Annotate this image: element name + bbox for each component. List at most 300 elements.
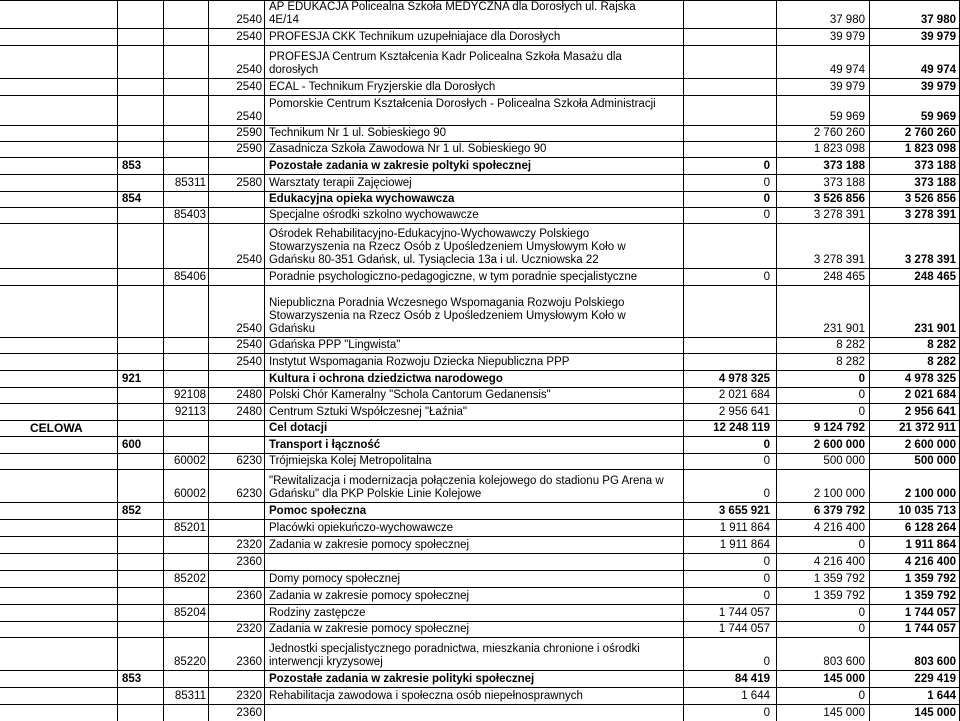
table-row: [0, 637, 960, 670]
table-row: [0, 420, 960, 436]
total-cell: 4 216 400: [870, 554, 960, 570]
total-cell: 1 744 057: [870, 622, 960, 637]
dzial-cell: [118, 388, 164, 403]
dzial-cell: [118, 421, 164, 436]
amount-1-cell: [684, 338, 777, 353]
amount-2-cell: 373 188: [777, 175, 870, 191]
paragraf-cell: 2540: [209, 224, 265, 268]
paragraf-cell: 2320: [209, 688, 265, 704]
rozdzial-cell: [164, 437, 209, 453]
total-cell: 1 911 864: [870, 537, 960, 553]
table-row: [0, 157, 960, 174]
table-row: [0, 28, 960, 45]
amount-1-cell: [684, 142, 777, 157]
amount-2-cell: 1 359 792: [777, 571, 870, 587]
paragraf-cell: 2360: [209, 554, 265, 570]
dzial-cell: 600: [118, 437, 164, 453]
paragraf-cell: [209, 571, 265, 587]
total-cell: 21 372 911: [870, 421, 960, 436]
section-type: [0, 29, 118, 45]
total-cell: 373 188: [870, 158, 960, 174]
description-cell: [265, 46, 684, 78]
amount-2-cell: 37 980: [777, 1, 870, 28]
section-type: [0, 1, 118, 28]
amount-1-cell: 1 911 864: [684, 520, 777, 536]
dzial-cell: [118, 1, 164, 28]
paragraf-cell: [209, 520, 265, 536]
paragraf-cell: 6230: [209, 470, 265, 502]
description-cell: [265, 454, 684, 469]
rozdzial-cell: [164, 537, 209, 553]
dzial-cell: [118, 688, 164, 704]
description-cell: [265, 404, 684, 420]
total-cell: 231 901: [870, 286, 960, 337]
section-type: [0, 338, 118, 353]
amount-2-cell: 500 000: [777, 454, 870, 469]
dzial-cell: 921: [118, 371, 164, 387]
amount-2-cell: 39 979: [777, 29, 870, 45]
amount-1-cell: 0: [684, 588, 777, 604]
description-line: "Rewitalizacja i modernizacja połączenia kolejowego do stadionu PG Arena w: [269, 475, 664, 487]
amount-2-cell: 9 124 792: [777, 421, 870, 436]
description-line: Edukacyjna opieka wychowawcza: [269, 193, 455, 205]
amount-1-cell: 1 744 057: [684, 622, 777, 637]
table-row: [0, 670, 960, 687]
total-cell: 1 644: [870, 688, 960, 704]
amount-1-cell: 0: [684, 158, 777, 174]
paragraf-cell: 2540: [209, 354, 265, 370]
section-type: [0, 269, 118, 285]
section-type: [0, 46, 118, 78]
total-cell: 8 282: [870, 338, 960, 353]
table-row: [0, 125, 960, 141]
rozdzial-cell: [164, 554, 209, 570]
description-cell: [265, 622, 684, 637]
amount-1-cell: [684, 354, 777, 370]
description-line: Transport i łączność: [269, 439, 381, 451]
amount-1-cell: 0: [684, 454, 777, 469]
dzial-cell: [118, 554, 164, 570]
amount-1-cell: [684, 46, 777, 78]
description-cell: [265, 605, 684, 621]
description-line: Cel dotacji: [269, 422, 328, 434]
section-type: [0, 388, 118, 403]
rozdzial-cell: 85311: [164, 175, 209, 191]
amount-2-cell: 6 379 792: [777, 503, 870, 519]
paragraf-cell: 2540: [209, 46, 265, 78]
paragraf-cell: 2540: [209, 1, 265, 28]
dzial-cell: [118, 79, 164, 95]
amount-1-cell: 0: [684, 208, 777, 223]
dzial-cell: [118, 588, 164, 604]
amount-1-cell: [684, 29, 777, 45]
dzial-cell: [118, 537, 164, 553]
dzial-cell: [118, 354, 164, 370]
description-line: Trójmiejska Kolej Metropolitalna: [269, 455, 432, 467]
total-cell: 1 359 792: [870, 571, 960, 587]
description-cell: [265, 371, 684, 387]
table-row: [0, 268, 960, 285]
amount-2-cell: 0: [777, 622, 870, 637]
total-cell: 1 359 792: [870, 588, 960, 604]
amount-2-cell: 373 188: [777, 158, 870, 174]
description-line: Pomorskie Centrum Kształcenia Dorosłych - Policealna Szkoła Administracji: [269, 98, 656, 110]
amount-1-cell: [684, 79, 777, 95]
section-type: [0, 79, 118, 95]
description-cell: [265, 286, 684, 337]
amount-2-cell: 0: [777, 371, 870, 387]
section-type: [0, 142, 118, 157]
description-cell: [265, 126, 684, 141]
dzial-cell: 853: [118, 158, 164, 174]
paragraf-cell: [209, 671, 265, 687]
rozdzial-cell: 85406: [164, 269, 209, 285]
description-line: Specjalne ośrodki szkolno wychowawcze: [269, 209, 479, 221]
description-cell: [265, 470, 684, 502]
paragraf-cell: 2590: [209, 142, 265, 157]
dzial-cell: [118, 126, 164, 141]
rozdzial-cell: [164, 354, 209, 370]
amount-2-cell: 59 969: [777, 96, 870, 125]
description-line: Stowarzyszenia na Rzecz Osób z Upośledzeniem Umysłowym Koło w: [269, 241, 626, 253]
total-cell: 803 600: [870, 638, 960, 670]
total-cell: 37 980: [870, 1, 960, 28]
description-cell: [265, 705, 684, 721]
section-type: [0, 554, 118, 570]
paragraf-cell: 2360: [209, 638, 265, 670]
dzial-cell: [118, 208, 164, 223]
amount-1-cell: [684, 96, 777, 125]
total-cell: 1 744 057: [870, 605, 960, 621]
section-type: CELOWA: [0, 421, 118, 436]
paragraf-cell: 2540: [209, 96, 265, 125]
dzial-cell: [118, 605, 164, 621]
section-type: [0, 286, 118, 337]
total-cell: 2 100 000: [870, 470, 960, 502]
amount-1-cell: 3 655 921: [684, 503, 777, 519]
paragraf-cell: 2320: [209, 622, 265, 637]
amount-1-cell: 1 644: [684, 688, 777, 704]
paragraf-cell: 2540: [209, 338, 265, 353]
amount-1-cell: 0: [684, 175, 777, 191]
paragraf-cell: 2320: [209, 537, 265, 553]
description-cell: [265, 354, 684, 370]
amount-1-cell: 12 248 119: [684, 421, 777, 436]
description-line: ECAL - Technikum Fryzjerskie dla Dorosłych: [269, 81, 496, 93]
dzial-cell: 854: [118, 192, 164, 207]
table-row: [0, 387, 960, 403]
description-line: Pozostałe zadania w zakresie polityki społecznej: [269, 673, 535, 685]
amount-2-cell: 248 465: [777, 269, 870, 285]
table-row: [0, 687, 960, 704]
table-row: [0, 469, 960, 502]
description-line: [269, 707, 683, 720]
description-cell: [265, 671, 684, 687]
description-cell: [265, 537, 684, 553]
amount-1-cell: 0: [684, 554, 777, 570]
amount-1-cell: 4 978 325: [684, 371, 777, 387]
table-row: [0, 95, 960, 125]
section-type: [0, 354, 118, 370]
description-line: Stowarzyszenia na Rzecz Osób z Upośledzeniem Umysłowym Koło w: [269, 310, 626, 322]
amount-1-cell: 0: [684, 192, 777, 207]
section-type: [0, 571, 118, 587]
description-cell: [265, 142, 684, 157]
dzial-cell: [118, 470, 164, 502]
rozdzial-cell: [164, 79, 209, 95]
section-type: [0, 208, 118, 223]
section-type: [0, 688, 118, 704]
dzial-cell: [118, 622, 164, 637]
description-line: [269, 111, 683, 124]
amount-1-cell: 0: [684, 571, 777, 587]
table-row: [0, 704, 960, 721]
amount-2-cell: 2 600 000: [777, 437, 870, 453]
description-line: PROFESJA Centrum Kształcenia Kadr Policealna Szkoła Masażu dla: [269, 51, 622, 63]
description-cell: [265, 554, 684, 570]
section-type: [0, 638, 118, 670]
amount-2-cell: 49 974: [777, 46, 870, 78]
description-line: Poradnie psychologiczno-pedagogiczne, w tym poradnie specjalistyczne: [269, 271, 638, 283]
amount-2-cell: 1 823 098: [777, 142, 870, 157]
paragraf-cell: 2590: [209, 126, 265, 141]
description-cell: [265, 175, 684, 191]
table-row: [0, 78, 960, 95]
rozdzial-cell: 60002: [164, 470, 209, 502]
total-cell: 59 969: [870, 96, 960, 125]
amount-2-cell: 145 000: [777, 705, 870, 721]
dzial-cell: [118, 96, 164, 125]
total-cell: 39 979: [870, 79, 960, 95]
paragraf-cell: [209, 421, 265, 436]
description-cell: [265, 96, 684, 125]
description-line: Pomoc społeczna: [269, 505, 367, 517]
paragraf-cell: [209, 371, 265, 387]
paragraf-cell: [209, 503, 265, 519]
table-row: [0, 141, 960, 157]
total-cell: 2 956 641: [870, 404, 960, 420]
amount-2-cell: 8 282: [777, 338, 870, 353]
description-cell: [265, 688, 684, 704]
table-row: [0, 353, 960, 370]
dzial-cell: [118, 338, 164, 353]
amount-2-cell: 1 359 792: [777, 588, 870, 604]
section-type: [0, 404, 118, 420]
description-line: Gdańsku 80-351 Gdańsk, ul. Tysiąclecia 13a i ul. Uczniowska 22: [269, 254, 599, 266]
table-row: [0, 370, 960, 387]
amount-2-cell: 803 600: [777, 638, 870, 670]
rozdzial-cell: [164, 96, 209, 125]
amount-2-cell: 4 216 400: [777, 520, 870, 536]
rozdzial-cell: 92108: [164, 388, 209, 403]
total-cell: 49 974: [870, 46, 960, 78]
total-cell: 10 035 713: [870, 503, 960, 519]
paragraf-cell: 2540: [209, 286, 265, 337]
section-type: [0, 622, 118, 637]
rozdzial-cell: [164, 142, 209, 157]
description-line: Zadania w zakresie pomocy społecznej: [269, 539, 470, 551]
table-row: [0, 223, 960, 268]
dzial-cell: 853: [118, 671, 164, 687]
section-type: [0, 520, 118, 536]
table-row: [0, 519, 960, 536]
total-cell: 145 000: [870, 705, 960, 721]
description-cell: [265, 1, 684, 28]
rozdzial-cell: [164, 286, 209, 337]
section-type: [0, 470, 118, 502]
description-cell: [265, 208, 684, 223]
dzial-cell: [118, 46, 164, 78]
description-line: Gdańsku" dla PKP Polskie Linie Kolejowe: [269, 488, 482, 500]
section-type: [0, 588, 118, 604]
rozdzial-cell: 85202: [164, 571, 209, 587]
description-line: Pozostałe zadania w zakresie poltyki społecznej: [269, 160, 532, 172]
section-type: [0, 158, 118, 174]
amount-1-cell: [684, 126, 777, 141]
description-cell: [265, 29, 684, 45]
amount-1-cell: 1 911 864: [684, 537, 777, 553]
description-line: Technikum Nr 1 ul. Sobieskiego 90: [269, 127, 447, 139]
total-cell: 4 978 325: [870, 371, 960, 387]
amount-1-cell: [684, 1, 777, 28]
amount-2-cell: 2 760 260: [777, 126, 870, 141]
description-line: Polski Chór Kameralny "Schola Cantorum Gedanensis": [269, 389, 551, 401]
rozdzial-cell: 85201: [164, 520, 209, 536]
description-cell: [265, 421, 684, 436]
dzial-cell: [118, 520, 164, 536]
table-row: [0, 403, 960, 420]
total-cell: 2 600 000: [870, 437, 960, 453]
description-line: Centrum Sztuki Współczesnej "Łaźnia": [269, 406, 467, 418]
description-cell: [265, 192, 684, 207]
description-cell: [265, 338, 684, 353]
paragraf-cell: 2540: [209, 79, 265, 95]
amount-1-cell: [684, 286, 777, 337]
table-row: [0, 570, 960, 587]
section-type: [0, 537, 118, 553]
description-line: Ośrodek Rehabilitacyjno-Edukacyjno-Wychowawczy Polskiego: [269, 228, 590, 240]
total-cell: 6 128 264: [870, 520, 960, 536]
amount-2-cell: 4 216 400: [777, 554, 870, 570]
description-cell: [265, 520, 684, 536]
table-row: [0, 285, 960, 337]
total-cell: 500 000: [870, 454, 960, 469]
dzial-cell: [118, 286, 164, 337]
section-type: [0, 224, 118, 268]
paragraf-cell: 6230: [209, 454, 265, 469]
section-type: [0, 175, 118, 191]
dzial-cell: [118, 638, 164, 670]
table-row: [0, 436, 960, 453]
dzial-cell: [118, 404, 164, 420]
amount-1-cell: 0: [684, 437, 777, 453]
section-type: [0, 705, 118, 721]
amount-2-cell: 3 278 391: [777, 208, 870, 223]
description-cell: [265, 388, 684, 403]
table-row: [0, 174, 960, 191]
description-line: Warsztaty terapii Zajęciowej: [269, 177, 412, 189]
description-line: interwencji kryzysowej: [269, 656, 383, 668]
description-line: Niepubliczna Poradnia Wczesnego Wspomagania Rozwoju Polskiego: [269, 297, 625, 309]
description-line: 4E/14: [269, 14, 300, 26]
rozdzial-cell: 85204: [164, 605, 209, 621]
rozdzial-cell: [164, 671, 209, 687]
description-line: Placówki opiekuńczo-wychowawcze: [269, 522, 454, 534]
description-line: [269, 556, 683, 569]
paragraf-cell: [209, 269, 265, 285]
rozdzial-cell: 85220: [164, 638, 209, 670]
amount-2-cell: 231 901: [777, 286, 870, 337]
rozdzial-cell: [164, 503, 209, 519]
amount-1-cell: 0: [684, 269, 777, 285]
table-row: [0, 191, 960, 207]
rozdzial-cell: 85311: [164, 688, 209, 704]
dzial-cell: 852: [118, 503, 164, 519]
table-row: [0, 0, 960, 28]
dzial-cell: [118, 705, 164, 721]
paragraf-cell: [209, 437, 265, 453]
dzial-cell: [118, 29, 164, 45]
rozdzial-cell: [164, 192, 209, 207]
rozdzial-cell: 85403: [164, 208, 209, 223]
description-line: Domy pomocy społecznej: [269, 573, 401, 585]
description-line: Rodziny zastępcze: [269, 607, 366, 619]
paragraf-cell: 2360: [209, 705, 265, 721]
amount-1-cell: 2 021 684: [684, 388, 777, 403]
total-cell: 3 278 391: [870, 208, 960, 223]
description-line: Rehabilitacja zawodowa i społeczna osób niepełnosprawnych: [269, 690, 583, 702]
section-type: [0, 454, 118, 469]
rozdzial-cell: [164, 622, 209, 637]
paragraf-cell: [209, 192, 265, 207]
rozdzial-cell: [164, 421, 209, 436]
section-type: [0, 96, 118, 125]
amount-1-cell: 84 419: [684, 671, 777, 687]
amount-2-cell: 0: [777, 605, 870, 621]
table-row: [0, 453, 960, 469]
paragraf-cell: 2580: [209, 175, 265, 191]
description-cell: [265, 269, 684, 285]
paragraf-cell: 2480: [209, 388, 265, 403]
total-cell: 229 419: [870, 671, 960, 687]
rozdzial-cell: [164, 371, 209, 387]
description-line: Instytut Wspomagania Rozwoju Dziecka Niepubliczna PPP: [269, 356, 570, 368]
amount-2-cell: 3 278 391: [777, 224, 870, 268]
total-cell: 2 760 260: [870, 126, 960, 141]
table-row: [0, 587, 960, 604]
amount-1-cell: 1 744 057: [684, 605, 777, 621]
dzial-cell: [118, 224, 164, 268]
rozdzial-cell: [164, 705, 209, 721]
amount-2-cell: 3 526 856: [777, 192, 870, 207]
description-cell: [265, 224, 684, 268]
amount-2-cell: 0: [777, 388, 870, 403]
amount-1-cell: 0: [684, 470, 777, 502]
amount-2-cell: 0: [777, 537, 870, 553]
total-cell: 248 465: [870, 269, 960, 285]
description-line: Gdańsku: [269, 323, 316, 335]
dzial-cell: [118, 269, 164, 285]
table-row: [0, 621, 960, 637]
table-row: [0, 45, 960, 78]
description-line: Gdańska PPP "Lingwista": [269, 339, 401, 351]
table-row: [0, 207, 960, 223]
paragraf-cell: 2540: [209, 29, 265, 45]
dzial-cell: [118, 142, 164, 157]
total-cell: 39 979: [870, 29, 960, 45]
rozdzial-cell: [164, 338, 209, 353]
table-row: [0, 536, 960, 553]
